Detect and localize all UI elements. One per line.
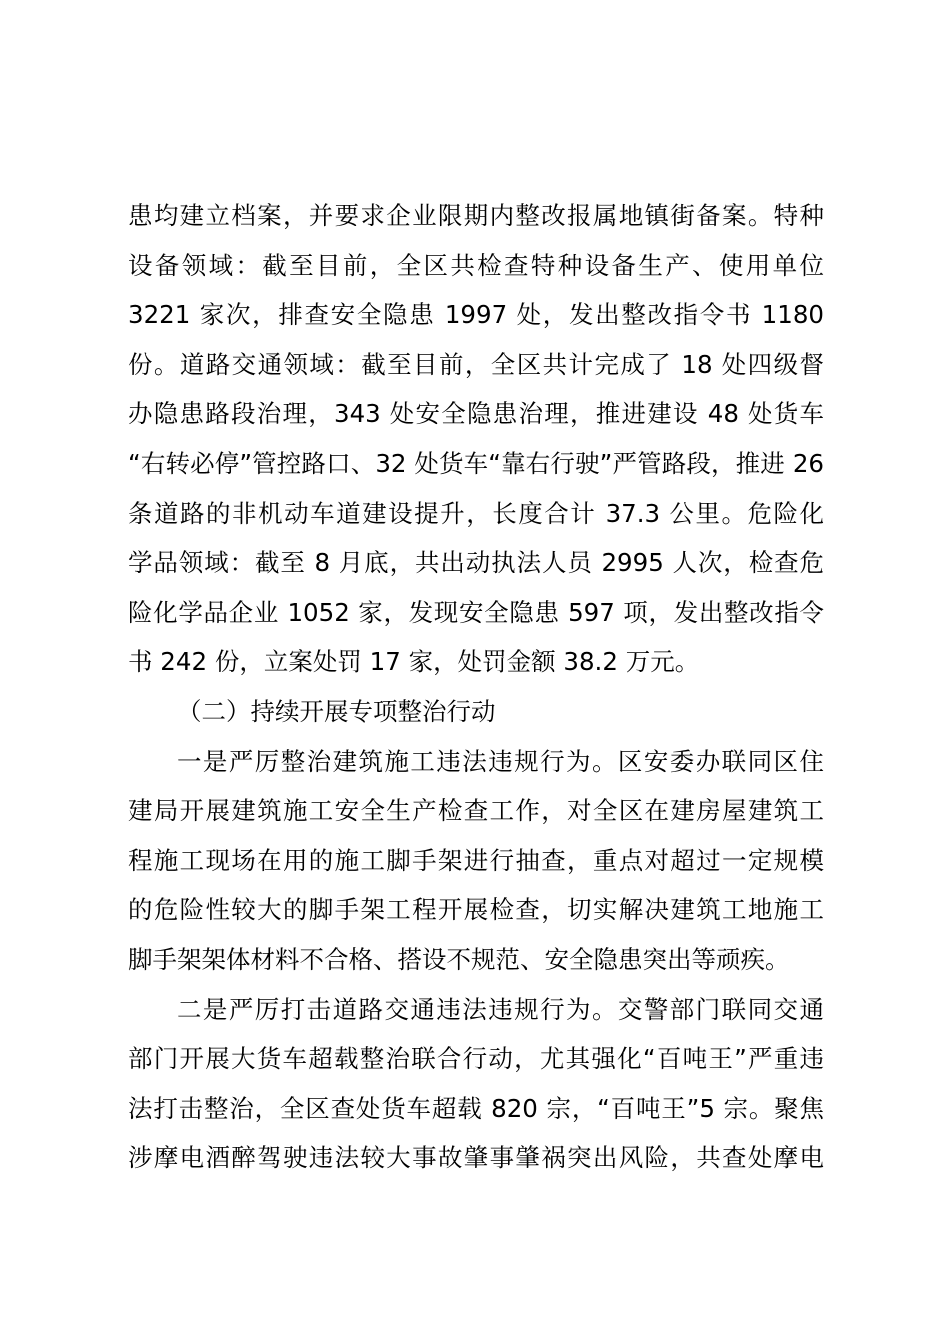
text-line: “右转必停”管控路口、32 处货车“靠右行驶”严管路段，推进 26 bbox=[128, 448, 824, 478]
text-line: 条道路的非机动车道建设提升，长度合计 37.3 公里。危险化 bbox=[128, 498, 824, 528]
text-line: 办隐患路段治理，343 处安全隐患治理，推进建设 48 处货车 bbox=[128, 399, 824, 429]
text-line: 学品领域：截至 8 月底，共出动执法人员 2995 人次，检查危 bbox=[128, 548, 824, 578]
text-line: 部门开展大货车超载整治联合行动，尤其强化“百吨王”严重违 bbox=[128, 1044, 824, 1074]
text-line: 一是严厉整治建筑施工违法违规行为。区安委办联同区住 bbox=[177, 746, 824, 776]
text-line: 设备领域：截至目前，全区共检查特种设备生产、使用单位 bbox=[128, 250, 824, 280]
text-line: 法打击整治，全区查处货车超载 820 宗，“百吨王”5 宗。聚焦 bbox=[128, 1093, 824, 1123]
text-line: 的危险性较大的脚手架工程开展检查，切实解决建筑工地施工 bbox=[128, 895, 824, 925]
text-line: 涉摩电酒醉驾驶违法较大事故肇事肇祸突出风险，共查处摩电 bbox=[128, 1143, 824, 1173]
text-line: 书 242 份，立案处罚 17 家，处罚金额 38.2 万元。 bbox=[128, 647, 700, 677]
paragraph-construction bbox=[128, 737, 824, 985]
section-heading: （二）持续开展专项整治行动 bbox=[177, 696, 496, 726]
text-line: 份。道路交通领域：截至目前，全区共计完成了 18 处四级督 bbox=[128, 349, 824, 379]
text-line: 险化学品企业 1052 家，发现安全隐患 597 项，发出整改指令 bbox=[128, 597, 824, 627]
text-line: 程施工现场在用的施工脚手架进行抽查，重点对超过一定规模 bbox=[128, 845, 824, 875]
paragraph-special-equipment bbox=[128, 191, 824, 687]
text-line: 脚手架架体材料不合格、搭设不规范、安全隐患突出等顽疾。 bbox=[128, 944, 790, 974]
text-line: 二是严厉打击道路交通违法违规行为。交警部门联同交通 bbox=[177, 994, 824, 1024]
text-line: 建局开展建筑施工安全生产检查工作，对全区在建房屋建筑工 bbox=[128, 796, 824, 826]
text-line: 患均建立档案，并要求企业限期内整改报属地镇街备案。特种 bbox=[128, 201, 824, 230]
document-page bbox=[128, 191, 824, 1183]
paragraph-road-traffic bbox=[128, 985, 824, 1183]
text-line: 3221 家次，排查安全隐患 1997 处，发出整改指令书 1180 bbox=[128, 300, 824, 330]
